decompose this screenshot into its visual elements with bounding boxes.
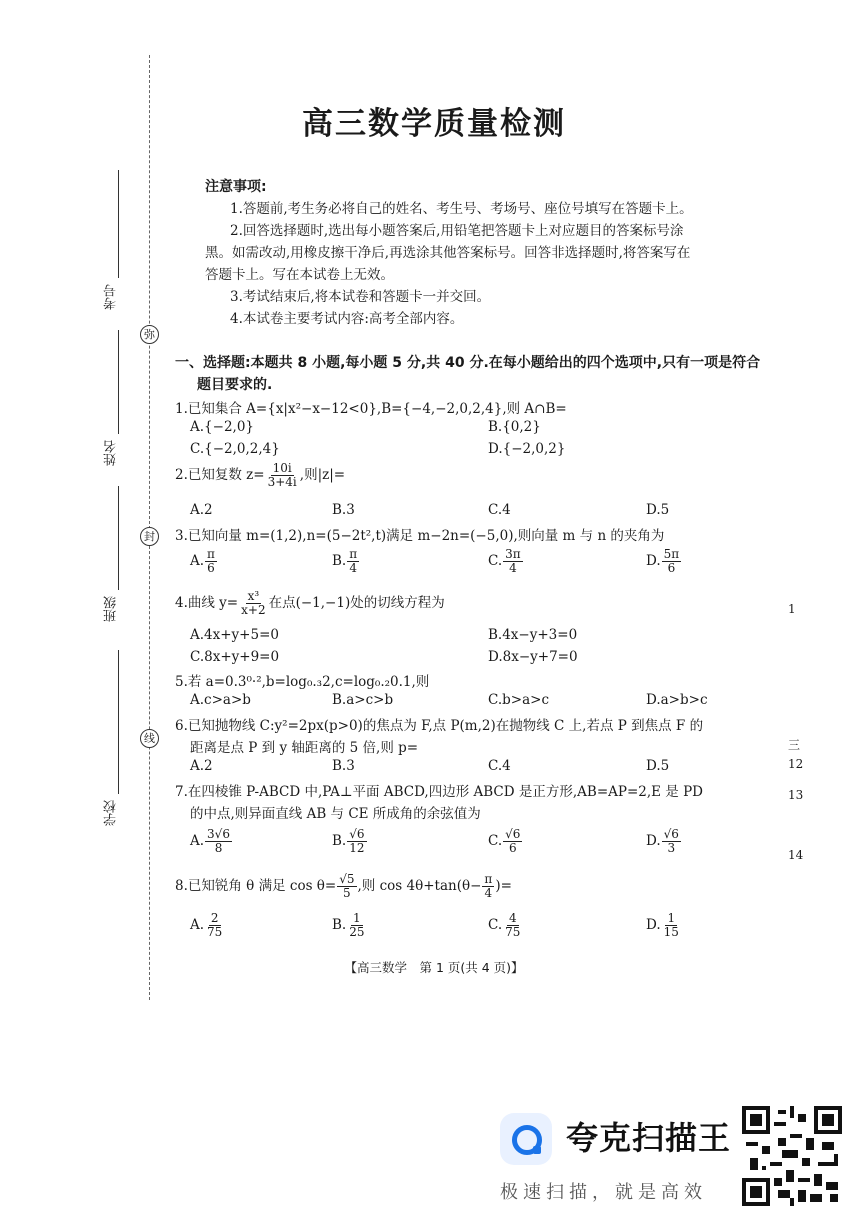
note-line: 4.本试卷主要考试内容:高考全部内容。: [230, 311, 464, 327]
numerator: 3√6: [207, 827, 230, 841]
q8-c-prefix: C.: [488, 917, 503, 933]
denominator: 15: [663, 925, 679, 939]
numerator: √5: [339, 872, 355, 886]
seal-char-mi: 弥: [140, 325, 159, 344]
notes-heading: 注意事项:: [205, 179, 267, 195]
denominator: 5: [343, 886, 351, 900]
q4-stem-post: 在点(−1,−1)处的切线方程为: [268, 595, 445, 611]
q7-a-prefix: A.: [190, 833, 205, 849]
seal-char-feng: 封: [140, 527, 159, 546]
note-line: 2.回答选择题时,选出每小题答案后,用铅笔把答题卡上对应题目的答案标号涂: [230, 223, 684, 239]
numerator: 1: [667, 911, 676, 925]
fill-line-class: [118, 486, 119, 590]
q4-frac-numerator: x³: [247, 589, 260, 603]
numerator: √6: [505, 827, 521, 841]
question-7-stem: 7.在四棱锥 P-ABCD 中,PA⊥平面 ABCD,四边形 ABCD 是正方形,AB=AP=2,E 是 PD: [175, 784, 703, 800]
fill-line-name: [118, 330, 119, 434]
q1-option-a: A.{−2,0}: [190, 419, 254, 435]
numerator: 5π: [663, 547, 680, 561]
denominator: 75: [207, 925, 223, 939]
right-margin-mark: 13: [788, 788, 804, 802]
q3-b-prefix: B.: [332, 553, 347, 569]
denominator: 6: [207, 561, 215, 575]
q4-option-b: B.4x−y+3=0: [488, 627, 578, 643]
denominator: 3: [667, 841, 676, 855]
note-line: 黑。如需改动,用橡皮擦干净后,再选涂其他答案标号。回答非选择题时,将答案写在: [205, 245, 691, 261]
brand-slogan: 极速扫描，就是高效: [500, 1182, 707, 1203]
q4-option-c: C.8x+y+9=0: [190, 649, 280, 665]
q2-stem-post: ,则|z|=: [299, 467, 346, 483]
denominator: 4: [509, 561, 517, 575]
q2-option-d: D.5: [646, 502, 670, 518]
q4-option-d: D.8x−y+7=0: [488, 649, 578, 665]
q7-c-prefix: C.: [488, 833, 503, 849]
q8-b-prefix: B.: [332, 917, 347, 933]
q8-option-a: [190, 912, 225, 939]
q8-a-prefix: A.: [190, 917, 205, 933]
numerator: π: [349, 547, 358, 561]
numerator: π: [207, 547, 215, 561]
q8-stem-post: )=: [495, 878, 512, 894]
q5-option-c: C.b>a>c: [488, 692, 550, 708]
question-7-stem-cont: 的中点,则异面直线 AB 与 CE 所成角的余弦值为: [190, 806, 481, 822]
denominator: 25: [349, 925, 365, 939]
q7-c-fraction: [503, 828, 522, 855]
question-5-stem: 5.若 a=0.3⁰·²,b=log₀.₃2,c=log₀.₂0.1,则: [175, 674, 430, 690]
question-2-stem: [175, 462, 345, 489]
seal-char-xian: 线: [140, 729, 159, 748]
q1-option-b: B.{0,2}: [488, 419, 541, 435]
q3-option-c: [488, 548, 524, 575]
q4-frac-denominator: x+2: [241, 603, 266, 617]
q2-fraction: [266, 462, 299, 489]
q8-stem-mid: ,则 cos 4θ+tan(θ−: [357, 878, 482, 894]
label-exam-number: 考号: [104, 284, 119, 310]
q2-option-a: A.2: [190, 502, 213, 518]
section-heading-cont: 题目要求的.: [197, 377, 273, 393]
question-3-stem: 3.已知向量 m=(1,2),n=(5−2t²,t)满足 m−2n=(−5,0),则向量 m 与 n 的夹角为: [175, 528, 665, 544]
q6-option-c: C.4: [488, 758, 511, 774]
numerator: √6: [349, 827, 365, 841]
right-margin-mark: 1: [788, 602, 796, 616]
question-6-stem-cont: 距离是点 P 到 y 轴距离的 5 倍,则 p=: [190, 740, 419, 756]
qr-code-icon: [742, 1106, 842, 1206]
note-line: 3.考试结束后,将本试卷和答题卡一并交回。: [230, 289, 491, 305]
q6-option-a: A.2: [190, 758, 213, 774]
numerator: 3π: [505, 547, 521, 561]
denominator: 4: [349, 561, 357, 575]
q7-b-prefix: B.: [332, 833, 347, 849]
q8-a-fraction: [205, 912, 224, 939]
q6-option-b: B.3: [332, 758, 355, 774]
q8-option-d: [646, 912, 682, 939]
q3-d-fraction: [662, 548, 682, 575]
q3-option-d: [646, 548, 682, 575]
q8-c-fraction: [503, 912, 522, 939]
q3-a-prefix: A.: [190, 553, 205, 569]
label-class: 班级: [104, 596, 119, 622]
q2-frac-numerator: 10i: [272, 461, 292, 475]
q2-frac-denominator: 3+4i: [267, 475, 297, 489]
denominator: 6: [667, 561, 676, 575]
q8-b-fraction: [347, 912, 366, 939]
q7-d-fraction: [662, 828, 681, 855]
q8-fraction-2: [482, 873, 494, 900]
q8-option-c: [488, 912, 523, 939]
q3-c-fraction: [503, 548, 523, 575]
q2-option-b: B.3: [332, 502, 355, 518]
question-1-stem: 1.已知集合 A={x|x²−x−12<0},B={−4,−2,0,2,4},则 A∩B=: [175, 401, 567, 417]
q3-b-fraction: [347, 548, 359, 575]
q7-option-d: [646, 828, 682, 855]
q8-option-b: [332, 912, 368, 939]
numerator: 2: [210, 911, 219, 925]
denominator: 6: [508, 841, 517, 855]
q8-fraction-1: [337, 873, 356, 900]
question-6-stem: 6.已知抛物线 C:y²=2px(p>0)的焦点为 F,点 P(m,2)在抛物线 C 上,若点 P 到焦点 F 的: [175, 718, 704, 734]
q8-d-fraction: [662, 912, 681, 939]
q7-option-b: [332, 828, 368, 855]
brand-name: 夸克扫描王: [566, 1119, 732, 1157]
q3-option-b: [332, 548, 360, 575]
q8-stem-pre: 8.已知锐角 θ 满足 cos θ=: [175, 878, 337, 894]
q7-option-a: [190, 828, 233, 855]
q7-a-fraction: [205, 828, 232, 855]
q1-option-d: D.{−2,0,2}: [488, 441, 566, 457]
numerator: 1: [353, 911, 361, 925]
q4-stem-pre: 4.曲线 y=: [175, 595, 239, 611]
page-footer: 【高三数学 第 1 页(共 4 页)】: [344, 960, 524, 975]
note-line: 答题卡上。写在本试卷上无效。: [205, 267, 394, 283]
right-margin-mark: 14: [788, 848, 804, 862]
note-line: 1.答题前,考生务必将自己的姓名、考生号、考场号、座位号填写在答题卡上。: [230, 201, 693, 217]
numerator: 4: [508, 911, 517, 925]
right-margin-mark: 三: [788, 738, 801, 752]
logo-dot: [533, 1146, 541, 1154]
denominator: 4: [484, 886, 493, 900]
q3-d-prefix: D.: [646, 553, 661, 569]
fill-line-school: [118, 650, 119, 794]
q1-option-c: C.{−2,0,2,4}: [190, 441, 280, 457]
question-8-stem: [175, 873, 512, 900]
q5-option-d: D.a>b>c: [646, 692, 708, 708]
numerator: π: [484, 872, 493, 886]
label-name: 姓名: [104, 440, 119, 466]
q4-option-a: A.4x+y+5=0: [190, 627, 279, 643]
q8-d-prefix: D.: [646, 917, 661, 933]
q3-a-fraction: [205, 548, 217, 575]
denominator: 12: [349, 841, 365, 855]
q7-option-c: [488, 828, 523, 855]
label-school: 学校: [104, 800, 119, 826]
q6-option-d: D.5: [646, 758, 670, 774]
q3-c-prefix: C.: [488, 553, 503, 569]
q2-option-c: C.4: [488, 502, 511, 518]
quark-logo-icon: [500, 1113, 552, 1165]
section-heading: 一、选择题:本题共 8 小题,每小题 5 分,共 40 分.在每小题给出的四个选项中,只有一项是符合: [175, 355, 761, 371]
page-title: 高三数学质量检测: [302, 106, 566, 142]
q7-d-prefix: D.: [646, 833, 661, 849]
fill-line-exam-number: [118, 170, 119, 278]
q5-option-b: B.a>c>b: [332, 692, 394, 708]
denominator: 75: [505, 925, 521, 939]
q3-option-a: [190, 548, 218, 575]
denominator: 8: [214, 841, 223, 855]
question-4-stem: [175, 590, 445, 617]
q4-fraction: [239, 590, 267, 617]
q2-stem-pre: 2.已知复数 z=: [175, 467, 265, 483]
numerator: √6: [663, 827, 679, 841]
q5-option-a: A.c>a>b: [190, 692, 251, 708]
right-margin-mark: 12: [788, 757, 804, 771]
q7-b-fraction: [347, 828, 366, 855]
